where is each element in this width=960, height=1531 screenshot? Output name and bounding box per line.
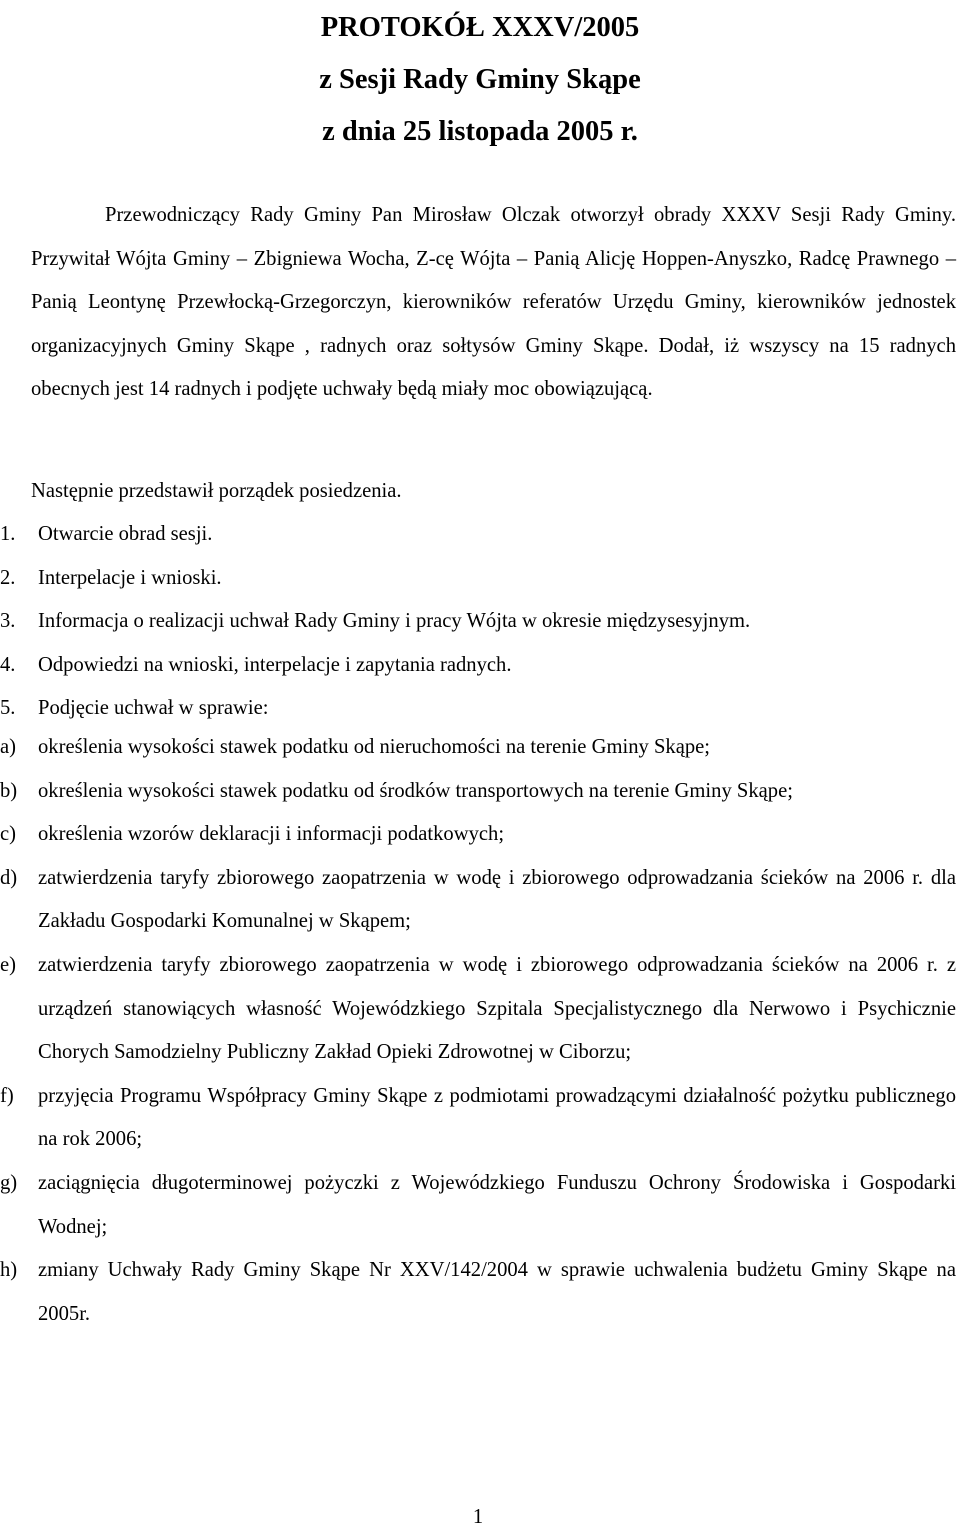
- agenda-list: [0, 513, 960, 731]
- resolution-item: [0, 770, 960, 814]
- resolution-item-text: zatwierdzenia taryfy zbiorowego zaopatrzenia w wodę i zbiorowego odprowadzania ścieków na 2006 r. z urządzeń stanowiących własność Wojewódzkiego Szpitala Specjalistycznego dla Nerwowo i Psychicznie Chorych Samodzielny Publiczny Zakład Opieki Zdrowotnej w Ciborzu;: [38, 953, 956, 1064]
- resolution-item-letter: h): [0, 1259, 18, 1282]
- agenda-item-text: Otwarcie obrad sesji.: [38, 523, 213, 545]
- resolution-list: [0, 726, 960, 1336]
- agenda-intro: Następnie przedstawił porządek posiedzenia.: [31, 480, 402, 502]
- resolution-item: [0, 1249, 960, 1336]
- resolution-item-text: zmiany Uchwały Rady Gminy Skąpe Nr XXV/142/2004 w sprawie uchwalenia budżetu Gminy Skąpe na 2005r.: [38, 1259, 956, 1325]
- resolution-item: [0, 1162, 960, 1249]
- agenda-item-text: Podjęcie uchwał w sprawie:: [38, 697, 269, 720]
- page-number-value: 1: [472, 1506, 484, 1528]
- resolution-item: [0, 813, 960, 857]
- resolution-item-letter: c): [0, 823, 16, 846]
- agenda-item: [0, 557, 960, 601]
- resolution-item-letter: f): [0, 1084, 14, 1107]
- title-line-session: z Sesji Rady Gminy Skąpe: [319, 64, 641, 95]
- agenda-item: [0, 600, 960, 644]
- resolution-item: [0, 944, 960, 1075]
- agenda-item-number: 2.: [0, 566, 16, 589]
- resolution-item-letter: d): [0, 866, 18, 889]
- resolution-item: [0, 726, 960, 770]
- agenda-item-number: 5.: [0, 697, 16, 720]
- resolution-item-text: określenia wzorów deklaracji i informacji podatkowych;: [38, 823, 505, 846]
- resolution-item-text: zaciągnięcia długoterminowej pożyczki z Wojewódzkiego Funduszu Ochrony Środowiska i Gospodarki Wodnej;: [38, 1171, 956, 1238]
- agenda-item-text: Interpelacje i wnioski.: [38, 566, 222, 589]
- page-number: [0, 1506, 960, 1528]
- resolution-item: [0, 857, 960, 944]
- title-line-protocol: PROTOKÓŁ XXXV/2005: [320, 12, 640, 43]
- agenda-item-number: 1.: [0, 523, 16, 545]
- resolution-item-text: przyjęcia Programu Współpracy Gminy Skąpe z podmiotami prowadzącymi działalność pożytku publicznego na rok 2006;: [38, 1084, 956, 1151]
- title-line-date: z dnia 25 listopada 2005 r.: [322, 116, 638, 147]
- document-title: [0, 2, 960, 158]
- resolution-item-letter: e): [0, 953, 16, 976]
- agenda-item: [0, 513, 960, 557]
- resolution-item-text: określenia wysokości stawek podatku od nieruchomości na terenie Gminy Skąpe;: [38, 736, 710, 758]
- resolution-item: [0, 1075, 960, 1162]
- agenda-item: [0, 687, 960, 731]
- agenda-item-text: Odpowiedzi na wnioski, interpelacje i zapytania radnych.: [38, 653, 512, 676]
- resolution-item-letter: a): [0, 736, 16, 758]
- intro-paragraph: Przewodniczący Rady Gminy Pan Mirosław Olczak otworzył obrady XXXV Sesji Rady Gminy. Przywitał Wójta Gminy – Zbigniewa Wocha, Z-cę Wójta – Panią Alicję Hoppen-Anyszko, Radcę Prawnego – Panią Leontynę Przewłocką-Grzegorczyn, kierowników referatów Urzędu Gminy, kierowników jednostek organizacyjnych Gminy Skąpe , radnych oraz sołtysów Gminy Skąpe. Dodał, iż wszyscy na 15 radnych obecnych jest 14 radnych i podjęte uchwały będą miały moc obowiązującą.: [31, 204, 956, 401]
- resolution-item-text: zatwierdzenia taryfy zbiorowego zaopatrzenia w wodę i zbiorowego odprowadzania ścieków na 2006 r. dla Zakładu Gospodarki Komunalnej w Skąpem;: [38, 866, 956, 933]
- agenda-item-text: Informacja o realizacji uchwał Rady Gminy i pracy Wójta w okresie międzysesyjnym.: [38, 610, 751, 633]
- agenda-item-number: 3.: [0, 610, 16, 633]
- agenda-item: [0, 644, 960, 688]
- agenda-item-number: 4.: [0, 653, 16, 676]
- resolution-item-text: określenia wysokości stawek podatku od środków transportowych na terenie Gminy Skąpe;: [38, 779, 793, 802]
- resolution-item-letter: b): [0, 779, 18, 802]
- resolution-item-letter: g): [0, 1171, 18, 1194]
